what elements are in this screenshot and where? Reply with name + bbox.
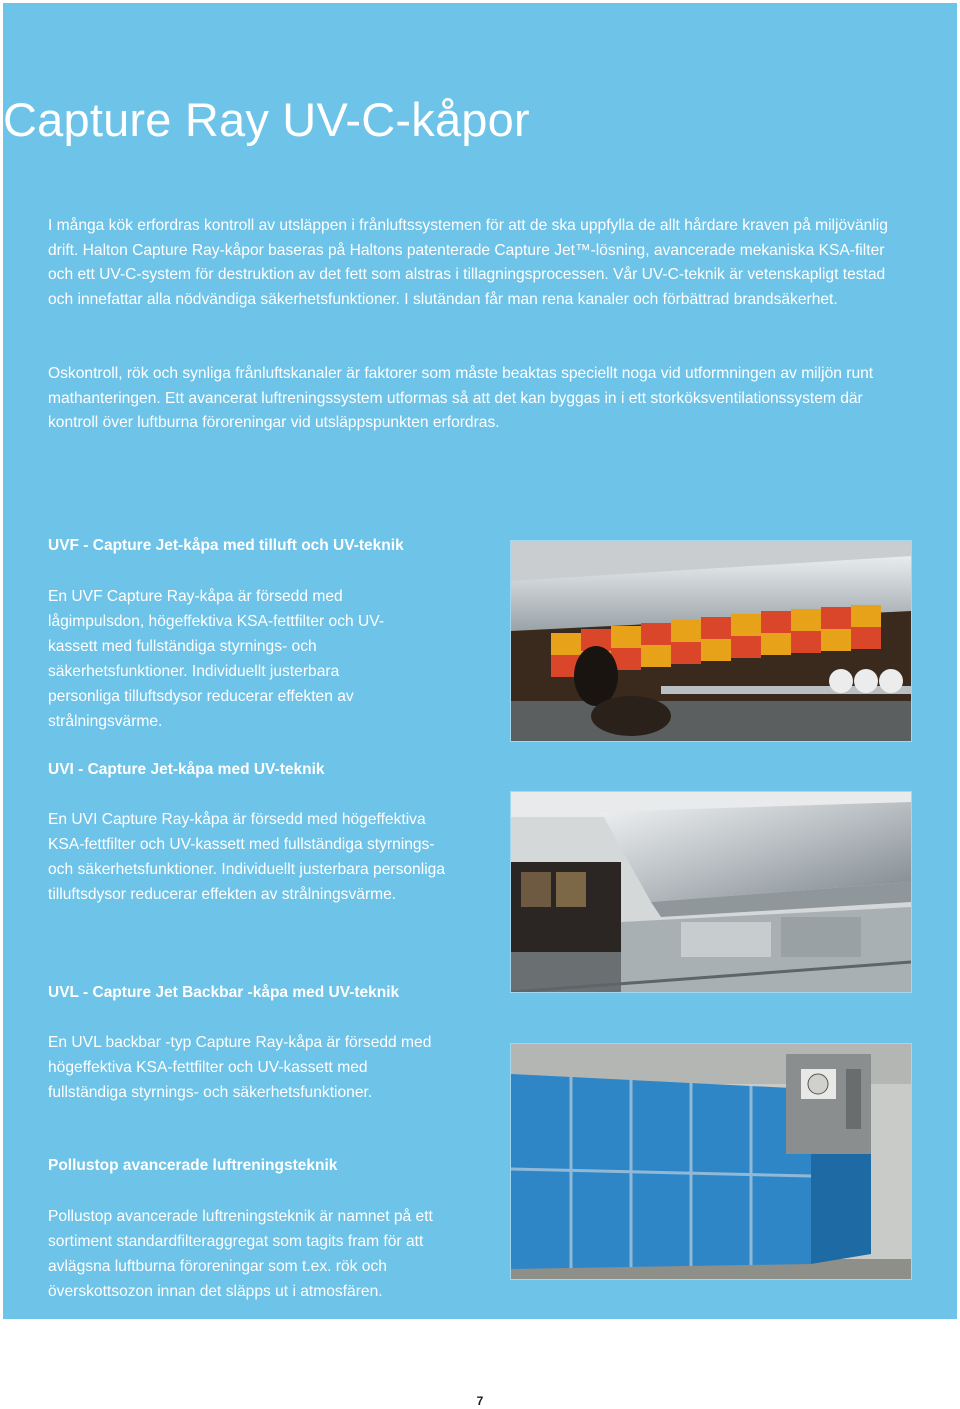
page-number: 7: [476, 1394, 484, 1408]
pollustop-unit-photo: [511, 1044, 911, 1279]
intro-paragraph-1: I många kök erfordras kontroll av utsläppen i frånluftssystemen för att de ska uppfylla de allt hårdare kraven på miljövänlig drift. Halton Capture Ray-kåpor baseras på Haltons patenterade Capture Jet™-lösning, avancerade mekaniska KSA-filter och ett UV-C-system för destruktion av det fett som alstras i tillagningsprocessen. Vår UV-C-teknik är vetenskapligt testad och innefattar alla nödvändiga säkerhetsfunktioner. I slutändan får man rena kanaler och förbättrad brandsäkerhet.: [48, 217, 888, 308]
section-heading-uvi: UVI - Capture Jet-kåpa med UV-teknik: [48, 761, 325, 778]
section-body-pollustop: Pollustop avancerade luftreningsteknik är namnet på ett sortiment standardfilteraggregat som tagits fram för att avlägsna luftburna föroreningar som t.ex. rök och överskottsozon innan det släpps ut i atmosfären.: [48, 1208, 433, 1300]
section-heading-uvf: UVF - Capture Jet-kåpa med tilluft och UV-teknik: [48, 537, 404, 554]
section-heading-pollustop: Pollustop avancerade luftreningsteknik: [48, 1157, 338, 1174]
section-heading-uvl: UVL - Capture Jet Backbar -kåpa med UV-teknik: [48, 984, 400, 1001]
section-body-uvf: En UVF Capture Ray-kåpa är försedd med lågimpulsdon, högeffektiva KSA-fettfilter och UV-kassett med fullständiga styrnings- och säkerhetsfunktioner. Individuellt justerbara personliga tilluftsdysor reducerar effekten av strålningsvärme.: [48, 588, 385, 730]
intro-paragraph-2: Oskontroll, rök och synliga frånluftskanaler är faktorer som måste beaktas speciellt noga vid utformningen av miljön runt mathanteringen. Ett avancerat luftreningssystem utformas så att det kan byggas in i ett storköksventilationssystem där kontroll över luftburna föroreningar vid utsläppspunkten erfordras.: [48, 365, 874, 432]
kitchen-photo-uvf: [511, 541, 911, 741]
section-body-uvl: En UVL backbar -typ Capture Ray-kåpa är försedd med högeffektiva KSA-fettfilter och UV-kassett med fullständiga styrnings- och säkerhetsfunktioner.: [48, 1034, 432, 1101]
page-title: Capture Ray UV-C-kåpor: [3, 93, 530, 146]
section-body-uvi: En UVI Capture Ray-kåpa är försedd med högeffektiva KSA-fettfilter och UV-kassett med fullständiga styrnings- och säkerhetsfunktioner. Individuellt justerbara personliga tilluftsdysor reducerar effekten av strålningsvärme.: [48, 811, 446, 903]
kitchen-photo-uvi: [511, 792, 911, 992]
